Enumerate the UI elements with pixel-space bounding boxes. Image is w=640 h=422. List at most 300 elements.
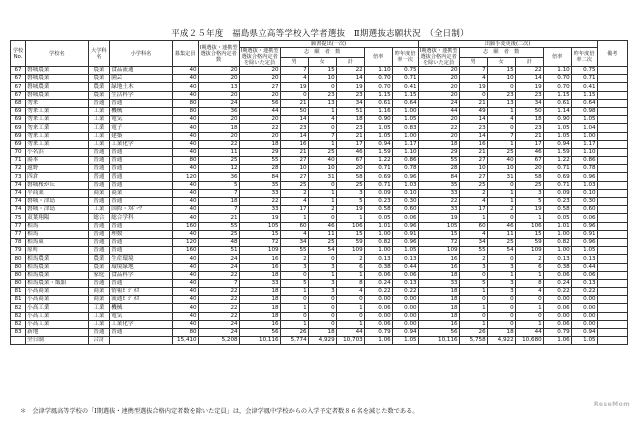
cell-total-2: 22: [515, 67, 543, 75]
cell-capacity: 160: [172, 247, 198, 255]
cell-prev-ratio-1: 0.96: [392, 238, 418, 246]
cell-prev-ratio-2: 0.98: [571, 107, 597, 115]
cell-school-no: 75: [11, 214, 26, 222]
cell-ratio-2: 1.00: [543, 247, 571, 255]
cell-prev-ratio-1: 0.44: [392, 263, 418, 271]
cell-phase2-capacity-2: 16: [418, 320, 459, 328]
cell-school-no: 67: [11, 75, 26, 83]
cell-dept: 農業: [88, 255, 110, 263]
cell-remarks: [597, 304, 627, 312]
cell-capacity: 120: [172, 238, 198, 246]
cell-phase2-capacity: 33: [239, 189, 280, 197]
cell-remarks: [597, 198, 627, 206]
cell-phase2-capacity: 20: [239, 132, 280, 140]
cell-phase1: 24: [198, 255, 239, 263]
cell-school-no: 77: [11, 222, 26, 230]
cell-school-name: 相馬東: [26, 238, 89, 246]
cell-subdept: 電子: [110, 124, 173, 132]
cell-prev-ratio-1: 0.00: [392, 296, 418, 304]
cell-phase2-capacity-2: 18: [418, 296, 459, 304]
cell-school-no: 80: [11, 271, 26, 279]
cell-phase2-capacity: 16: [239, 263, 280, 271]
cell-phase1: 5: [198, 181, 239, 189]
cell-male-1: 34: [280, 238, 308, 246]
cell-school-no: 70: [11, 148, 26, 156]
cell-male-1: 0: [280, 312, 308, 320]
cell-school-name: 磐城農業: [26, 83, 89, 91]
cell-school-name: 勿来: [26, 99, 89, 107]
cell-female-1: 3: [308, 279, 336, 287]
cell-total-1: 23: [336, 91, 364, 99]
cell-remarks: [597, 230, 627, 238]
cell-phase2-capacity-2: 24: [418, 99, 459, 107]
cell-capacity: 40: [172, 279, 198, 287]
cell-phase2-capacity: 109: [239, 247, 280, 255]
header-dept: 大学科名: [88, 41, 110, 67]
cell-capacity: 15,410: [172, 337, 198, 345]
cell-phase2-capacity: 84: [239, 173, 280, 181]
cell-total-1: 67: [336, 157, 364, 165]
cell-prev-ratio-1: 0.00: [392, 320, 418, 328]
cell-prev-ratio-2: 0.00: [571, 296, 597, 304]
cell-male-1: 55: [280, 247, 308, 255]
cell-total-1: 0: [336, 312, 364, 320]
table-row: [11, 263, 628, 271]
cell-total-1: 1: [336, 271, 364, 279]
table-body: [11, 67, 628, 345]
cell-total-1: 15: [336, 230, 364, 238]
cell-phase2-capacity: 29: [239, 148, 280, 156]
cell-capacity: 40: [172, 116, 198, 124]
cell-phase2-capacity: 18: [239, 312, 280, 320]
cell-female-1: 0: [308, 214, 336, 222]
cell-remarks: [597, 206, 627, 214]
cell-capacity: 40: [172, 263, 198, 271]
cell-ratio-1: 1.01: [364, 222, 392, 230]
cell-phase2-capacity-2: 20: [418, 75, 459, 83]
cell-school-no: 79: [11, 247, 26, 255]
cell-total-1: 51: [336, 107, 364, 115]
cell-remarks: [597, 148, 627, 156]
cell-phase1: 48: [198, 238, 239, 246]
cell-male-2: 3: [459, 263, 487, 271]
cell-female-1: 1: [308, 140, 336, 148]
cell-ratio-1: 0.58: [364, 206, 392, 214]
cell-male-2: 25: [459, 181, 487, 189]
cell-subdept: 普通: [110, 99, 173, 107]
cell-school-name: 小高工業: [26, 320, 89, 328]
cell-ratio-1: 0.23: [364, 198, 392, 206]
applications-table: [10, 40, 628, 345]
cell-phase1: 24: [198, 263, 239, 271]
cell-female-1: 1: [308, 198, 336, 206]
cell-capacity: 40: [172, 67, 198, 75]
cell-female-2: 0: [487, 214, 515, 222]
table-row: [11, 148, 628, 156]
cell-total-2: 3: [515, 189, 543, 197]
cell-phase2-capacity: 55: [239, 157, 280, 165]
cell-school-name: 相馬: [26, 230, 89, 238]
cell-ratio-2: 0.79: [543, 329, 571, 337]
cell-subdept: 工業化学: [110, 320, 173, 328]
header-applicants-2: 志 願 者 数: [459, 48, 543, 58]
cell-phase2-capacity: 16: [239, 320, 280, 328]
table-row: [11, 181, 628, 189]
cell-female-2: 7: [487, 132, 515, 140]
cell-dept: 工業: [88, 107, 110, 115]
cell-school-no: 67: [11, 83, 26, 91]
cell-phase2-capacity-2: 33: [418, 206, 459, 214]
cell-phase2-capacity-2: 20: [418, 83, 459, 91]
cell-prev-ratio-2: 1.03: [571, 181, 597, 189]
table-row: [11, 296, 628, 304]
cell-school-no: 71: [11, 157, 26, 165]
cell-phase2-capacity: 27: [239, 83, 280, 91]
cell-prev-ratio-2: 0.10: [571, 189, 597, 197]
cell-phase1: 22: [198, 296, 239, 304]
cell-female-2: 2: [487, 206, 515, 214]
cell-capacity: 40: [172, 91, 198, 99]
cell-total-1: 3: [336, 189, 364, 197]
cell-dept: 工業: [88, 132, 110, 140]
cell-ratio-2: 1.10: [543, 67, 571, 75]
cell-prev-ratio-1: 1.17: [392, 140, 418, 148]
cell-school-name: 四倉: [26, 173, 89, 181]
cell-phase2-capacity: 18: [239, 304, 280, 312]
cell-male-1: 27: [280, 173, 308, 181]
cell-ratio-1: 0.13: [364, 255, 392, 263]
cell-phase2-capacity-2: 28: [418, 165, 459, 173]
cell-total-1: 44: [336, 329, 364, 337]
cell-ratio-2: 0.23: [543, 198, 571, 206]
cell-prev-ratio-2: 1.17: [571, 140, 597, 148]
table-row: [11, 247, 628, 255]
cell-phase1: 20: [198, 75, 239, 83]
cell-prev-ratio-2: 0.96: [571, 173, 597, 181]
cell-female-1: 54: [308, 247, 336, 255]
cell-capacity: 40: [172, 132, 198, 140]
cell-female-1: 46: [308, 222, 336, 230]
cell-male-2: 7: [459, 67, 487, 75]
cell-subdept: 普通: [110, 165, 173, 173]
cell-ratio-2: 0.38: [543, 263, 571, 271]
cell-male-2: 5,758: [459, 337, 487, 345]
cell-female-1: 13: [308, 99, 336, 107]
cell-school-name: 磐城農業: [26, 91, 89, 99]
cell-male-1: 21: [280, 99, 308, 107]
cell-female-1: 1: [308, 107, 336, 115]
cell-school-name: 勿来工業: [26, 124, 89, 132]
header-remarks: 備考: [597, 41, 627, 67]
cell-prev-ratio-1: 0.06: [392, 214, 418, 222]
header-school-name: 学校名: [26, 41, 89, 67]
cell-total-1: 17: [336, 140, 364, 148]
cell-phase2-capacity-2: 35: [418, 181, 459, 189]
cell-prev-ratio-1: 0.10: [392, 189, 418, 197]
cell-ratio-1: 0.71: [364, 181, 392, 189]
header-group-second: 出願手変更後(二次): [418, 41, 597, 48]
cell-female-1: 40: [308, 157, 336, 165]
cell-prev-ratio-1: 1.10: [392, 148, 418, 156]
cell-total-2: 19: [515, 206, 543, 214]
cell-dept: 工業: [88, 304, 110, 312]
cell-remarks: [597, 181, 627, 189]
table-row: [11, 279, 628, 287]
cell-ratio-2: 0.58: [543, 206, 571, 214]
cell-male-2: 2: [459, 255, 487, 263]
cell-male-1: 17: [280, 206, 308, 214]
cell-female-1: 0: [308, 312, 336, 320]
cell-total-1: 0: [336, 296, 364, 304]
cell-total-1: 59: [336, 238, 364, 246]
cell-ratio-2: 0.71: [543, 165, 571, 173]
cell-phase2-capacity: 22: [239, 124, 280, 132]
cell-phase2-capacity: 16: [239, 255, 280, 263]
cell-phase1: 24: [198, 320, 239, 328]
cell-school-name: 新地: [26, 329, 89, 337]
cell-phase2-capacity-2: 55: [418, 157, 459, 165]
cell-phase2-capacity-2: 20: [418, 132, 459, 140]
cell-prev-ratio-2: 0.96: [571, 222, 597, 230]
cell-prev-ratio-1: 0.71: [392, 75, 418, 83]
cell-school-no: 67: [11, 67, 26, 75]
cell-phase2-capacity-2: 105: [418, 222, 459, 230]
cell-total-2: 1: [515, 320, 543, 328]
header-female-1: 女: [308, 57, 336, 67]
cell-ratio-1: 1.05: [364, 124, 392, 132]
cell-male-2: 21: [459, 99, 487, 107]
cell-prev-ratio-2: 1.10: [571, 148, 597, 156]
cell-total-1: 1: [336, 320, 364, 328]
cell-ratio-2: 1.14: [543, 107, 571, 115]
cell-female-2: 1: [487, 189, 515, 197]
table-row: [11, 124, 628, 132]
cell-phase2-capacity: 20: [239, 75, 280, 83]
cell-school-no: 69: [11, 140, 26, 148]
cell-phase2-capacity-2: 22: [418, 198, 459, 206]
cell-prev-ratio-1: 1.05: [392, 337, 418, 345]
cell-total-2: 106: [515, 222, 543, 230]
cell-female-1: 31: [308, 173, 336, 181]
cell-female-2: 4: [487, 116, 515, 124]
cell-ratio-2: 1.01: [543, 222, 571, 230]
cell-subdept: 情報ﾋﾞｼﾞﾈｽ: [110, 288, 173, 296]
cell-subdept: 園芸: [110, 75, 173, 83]
cell-female-1: 0: [308, 181, 336, 189]
cell-school-no: 82: [11, 312, 26, 320]
cell-phase1: 25: [198, 230, 239, 238]
cell-phase1: 22: [198, 312, 239, 320]
cell-female-2: 0: [487, 181, 515, 189]
cell-total-1: 2: [336, 255, 364, 263]
cell-ratio-1: 0.69: [364, 173, 392, 181]
cell-total-2: 34: [515, 99, 543, 107]
cell-female-1: 4: [308, 116, 336, 124]
cell-female-2: 18: [487, 329, 515, 337]
cell-subdept: 普通: [110, 247, 173, 255]
cell-ratio-1: 0.22: [364, 288, 392, 296]
cell-phase2-capacity: 33: [239, 206, 280, 214]
cell-prev-ratio-1: 0.13: [392, 279, 418, 287]
cell-male-2: 19: [459, 83, 487, 91]
cell-phase1: 22: [198, 288, 239, 296]
cell-dept: 普通: [88, 165, 110, 173]
cell-prev-ratio-2: 0.41: [571, 83, 597, 91]
cell-total-2: 109: [515, 247, 543, 255]
cell-ratio-1: 1.15: [364, 91, 392, 99]
cell-female-1: 3: [308, 263, 336, 271]
table-row: [11, 214, 628, 222]
cell-prev-ratio-2: 0.91: [571, 230, 597, 238]
cell-prev-ratio-2: 1.05: [571, 247, 597, 255]
cell-dept: 総合: [88, 214, 110, 222]
cell-female-2: 25: [487, 148, 515, 156]
cell-phase1: 11: [198, 148, 239, 156]
cell-phase1: 7: [198, 189, 239, 197]
cell-female-1: 0: [308, 83, 336, 91]
cell-female-2: 40: [487, 157, 515, 165]
cell-ratio-2: 1.05: [543, 124, 571, 132]
table-row: [11, 157, 628, 165]
cell-prev-ratio-2: 0.22: [571, 288, 597, 296]
table-row: [11, 320, 628, 328]
cell-ratio-1: 1.22: [364, 157, 392, 165]
cell-total-2: 25: [515, 181, 543, 189]
cell-subdept: 電気: [110, 116, 173, 124]
cell-female-2: 0: [487, 124, 515, 132]
table-row: [11, 116, 628, 124]
table-row: [11, 312, 628, 320]
cell-ratio-1: 1.06: [364, 337, 392, 345]
header-applicants-1: 志 願 者 数: [280, 48, 364, 58]
cell-male-2: 0: [459, 271, 487, 279]
cell-phase2-capacity-2: 18: [418, 312, 459, 320]
table-row: [11, 198, 628, 206]
cell-dept: 普通: [88, 238, 110, 246]
cell-capacity: 120: [172, 173, 198, 181]
cell-male-2: 27: [459, 157, 487, 165]
cell-female-1: 1: [308, 271, 336, 279]
cell-total-2: 15: [515, 230, 543, 238]
cell-school-no: 74: [11, 189, 26, 197]
cell-phase1: 22: [198, 271, 239, 279]
cell-male-1: 16: [280, 140, 308, 148]
cell-phase2-capacity-2: 44: [418, 107, 459, 115]
cell-phase1: 24: [198, 99, 239, 107]
cell-male-2: 1: [459, 288, 487, 296]
cell-prev-ratio-2: 0.30: [571, 198, 597, 206]
cell-subdept: 総合学科: [110, 214, 173, 222]
cell-ratio-2: 0.94: [543, 140, 571, 148]
cell-prev-ratio-1: 0.41: [392, 83, 418, 91]
cell-school-no: 82: [11, 320, 26, 328]
cell-total-1: 58: [336, 173, 364, 181]
cell-male-2: 27: [459, 173, 487, 181]
table-row: [11, 91, 628, 99]
cell-capacity: 40: [172, 255, 198, 263]
cell-school-name: 相馬農業: [26, 271, 89, 279]
cell-total-2: 14: [515, 75, 543, 83]
cell-total-1: 19: [336, 206, 364, 214]
cell-total-2: 10,680: [515, 337, 543, 345]
cell-subdept: 普通: [110, 238, 173, 246]
cell-ratio-2: 0.61: [543, 99, 571, 107]
cell-dept: 工業: [88, 116, 110, 124]
table-row: [11, 255, 628, 263]
cell-ratio-2: 0.70: [543, 83, 571, 91]
cell-ratio-2: 1.00: [543, 230, 571, 238]
cell-school-name: 相馬農業: [26, 255, 89, 263]
cell-total-1: 46: [336, 148, 364, 156]
cell-phase1: 20: [198, 91, 239, 99]
cell-phase1: 22: [198, 304, 239, 312]
cell-dept: 家庭: [88, 271, 110, 279]
cell-male-1: 0: [280, 91, 308, 99]
cell-male-1: 14: [280, 116, 308, 124]
cell-subdept: 理数: [110, 230, 173, 238]
cell-male-2: 14: [459, 116, 487, 124]
cell-remarks: [597, 271, 627, 279]
cell-total-2: 1: [515, 214, 543, 222]
cell-school-name: 平商業: [26, 189, 89, 197]
cell-school-name: 小名浜: [26, 148, 89, 156]
cell-male-1: 50: [280, 107, 308, 115]
cell-dept: 農業: [88, 67, 110, 75]
cell-subdept: 電気: [110, 312, 173, 320]
cell-school-name: 磐城・津島: [26, 198, 89, 206]
cell-female-2: 0: [487, 312, 515, 320]
cell-prev-ratio-2: 1.15: [571, 91, 597, 99]
cell-school-name: 勿来工業: [26, 107, 89, 115]
cell-male-1: 4: [280, 230, 308, 238]
cell-male-1: 0: [280, 296, 308, 304]
cell-ratio-2: 1.05: [543, 132, 571, 140]
header-subdept: 小学科名: [110, 41, 173, 67]
cell-school-name: 小高工業: [26, 312, 89, 320]
cell-female-2: 3: [487, 263, 515, 271]
cell-school-no: 83: [11, 329, 26, 337]
cell-ratio-1: 0.38: [364, 263, 392, 271]
cell-female-2: 11: [487, 230, 515, 238]
cell-capacity: 40: [172, 181, 198, 189]
cell-subdept: 建築: [110, 132, 173, 140]
cell-subdept: 生産環境: [110, 255, 173, 263]
cell-phase2-capacity-2: 33: [418, 189, 459, 197]
cell-total-2: 2: [515, 255, 543, 263]
cell-phase2-capacity-2: 18: [418, 140, 459, 148]
cell-remarks: [597, 107, 627, 115]
cell-female-2: 1: [487, 198, 515, 206]
cell-female-1: 0: [308, 124, 336, 132]
cell-capacity: 80: [172, 99, 198, 107]
cell-ratio-1: 0.70: [364, 75, 392, 83]
cell-phase1: 36: [198, 107, 239, 115]
cell-remarks: [597, 157, 627, 165]
cell-capacity: 40: [172, 230, 198, 238]
table-row: [11, 140, 628, 148]
cell-ratio-1: 0.00: [364, 296, 392, 304]
cell-phase2-capacity: 20: [239, 116, 280, 124]
cell-school-no: 80: [11, 263, 26, 271]
cell-female-2: 3: [487, 288, 515, 296]
cell-school-no: 73: [11, 173, 26, 181]
cell-phase1: 36: [198, 173, 239, 181]
cell-ratio-2: 0.24: [543, 279, 571, 287]
cell-female-2: 0: [487, 296, 515, 304]
table-row: [11, 238, 628, 246]
cell-male-2: 5: [459, 279, 487, 287]
cell-female-1: 0: [308, 320, 336, 328]
